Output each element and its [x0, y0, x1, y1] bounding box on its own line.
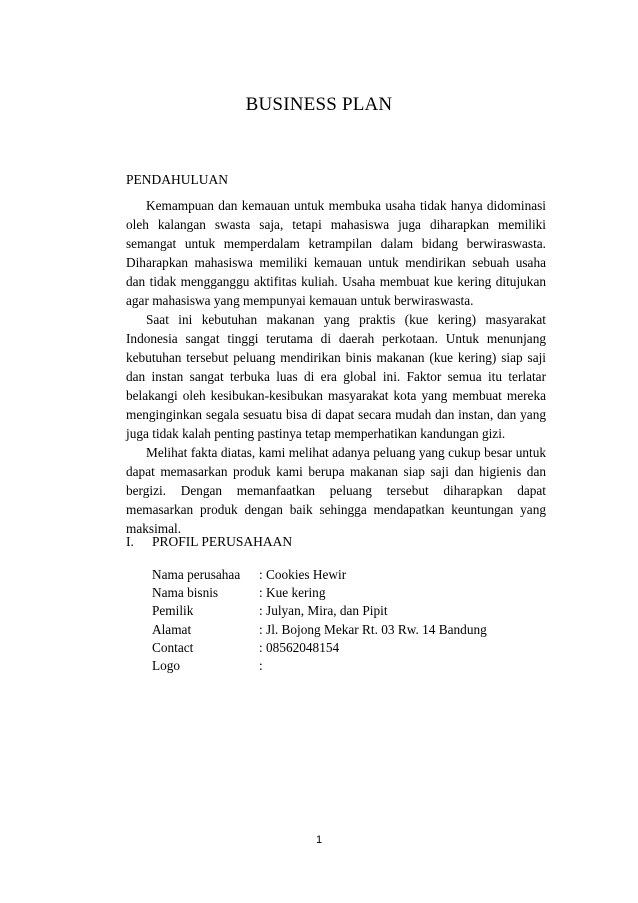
intro-paragraph-1: Kemampuan dan kemauan untuk membuka usaha tidak hanya didominasi oleh kalangan swasta saja, tetapi mahasiswa juga diharapkan memiliki semangat untuk memperdalam ketrampilan dalam bidang berwiraswasta. Diharapkan mahasiswa memiliki kemauan untuk mendirikan sebuah usaha dan tidak mengganggu aktifitas kuliah. Usaha membuat kue kering ditujukan agar mahasiswa yang mempunyai kemauan untuk berwiraswasta. — [126, 198, 546, 308]
profile-value: : Julyan, Mira, dan Pipit — [259, 603, 388, 619]
profile-label: Nama bisnis — [152, 585, 219, 601]
profile-value: : 08562048154 — [259, 639, 340, 655]
profile-value: : — [259, 658, 263, 674]
profile-row-contact — [152, 639, 487, 657]
profile-value: : Cookies Hewir — [259, 567, 347, 582]
profile-row-logo — [152, 657, 487, 675]
intro-paragraph-2: Saat ini kebutuhan makanan yang praktis (kue kering) masyarakat Indonesia sangat tinggi terutama di daerah perkotaan. Untuk menunjang kebutuhan tersebut peluang mendirikan binis makanan (kue kering) siap saji dan instan sangat terbuka luas di era global ini. Faktor semua itu terlatar belakangi oleh kesibukan-kesibukan masyarakat kota yang membuat mereka menginginkan segala sesuatu bisa di dapat secara mudah dan instan, dan yang juga tidak kalah penting pastinya tetap memperhatikan kandungan gizi. — [126, 312, 546, 441]
profile-row-owner — [152, 602, 487, 620]
document-title: BUSINESS PLAN — [245, 94, 393, 115]
section-number: I. — [126, 534, 134, 549]
profile-row-address — [152, 621, 487, 639]
profile-label: Contact — [152, 639, 194, 655]
section-title: PROFIL PERUSAHAAN — [152, 534, 293, 549]
profile-row-company-name — [152, 566, 487, 584]
profile-value: : Kue kering — [259, 585, 326, 601]
profile-label: Alamat — [152, 621, 192, 637]
section-heading-pendahuluan: PENDAHULUAN — [126, 172, 228, 187]
section-heading-profil — [126, 534, 292, 550]
intro-paragraph-3: Melihat fakta diatas, kami melihat adanya peluang yang cukup besar untuk dapat memasarkan produk kami berupa makanan siap saji dan higienis dan bergizi. Dengan memanfaatkan peluang tersebut diharapkan dapat memasarkan produk dengan baik sehingga mendapatkan keuntungan yang maksimal. — [126, 445, 546, 536]
profile-value: : Jl. Bojong Mekar Rt. 03 Rw. 14 Bandung — [259, 621, 487, 637]
profile-label: Pemilik — [152, 603, 194, 619]
page-number: 1 — [315, 834, 323, 846]
intro-body — [126, 196, 546, 538]
profile-label: Nama perusahaa — [152, 567, 241, 582]
profile-row-business-name — [152, 584, 487, 602]
company-profile-table — [152, 566, 487, 675]
profile-label: Logo — [152, 658, 181, 674]
